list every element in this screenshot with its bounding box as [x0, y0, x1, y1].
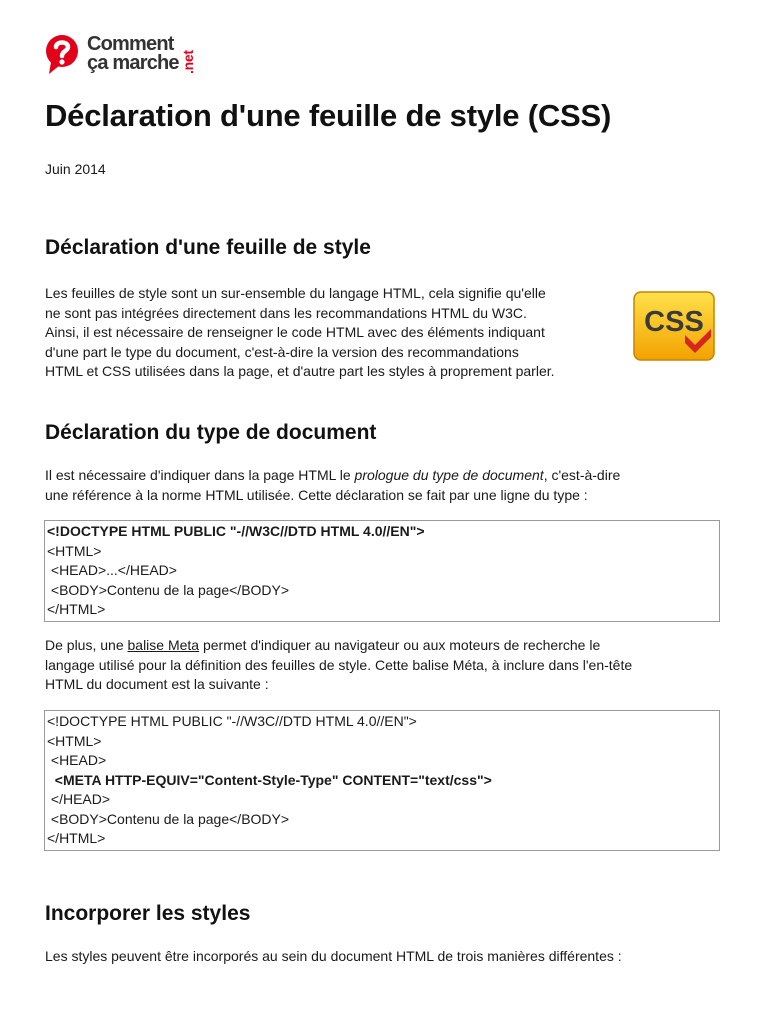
code-line: <HTML>	[47, 732, 102, 749]
paragraph-line: une référence à la norme HTML utilisée. Cette déclaration se fait par une ligne du type :	[45, 486, 588, 503]
publish-date: Juin 2014	[45, 161, 106, 177]
section-heading-incorporer: Incorporer les styles	[45, 902, 251, 925]
code-block-doctype	[44, 520, 720, 622]
css-badge-icon	[633, 291, 715, 361]
section3-paragraph: Les styles peuvent être incorporés au sein du document HTML de trois manières différentes :	[45, 948, 622, 964]
css-badge-text: CSS	[644, 306, 704, 338]
logo-wordmark	[87, 35, 179, 73]
code-line: <BODY>Contenu de la page</BODY>	[47, 810, 290, 827]
section-heading-feuille-de-style: Déclaration d'une feuille de style	[45, 236, 371, 259]
code-line: </HEAD>	[47, 791, 111, 807]
paragraph-line: Ainsi, il est nécessaire de renseigner le code HTML avec des éléments indiquant	[45, 324, 545, 340]
site-logo[interactable]	[45, 34, 215, 80]
code-line: <HEAD>	[47, 752, 107, 768]
text-span: , c'est-à-dire	[543, 467, 621, 483]
code-line: <!DOCTYPE HTML PUBLIC "-//W3C//DTD HTML 4.0//EN">	[47, 523, 425, 539]
balise-meta-link[interactable]: balise Meta	[127, 637, 200, 653]
logo-line1: Comment	[87, 33, 174, 55]
paragraph-line: Les feuilles de style sont un sur-ensemble du langage HTML, cela signifie qu'elle	[45, 285, 546, 301]
page-title: Déclaration d'une feuille de style (CSS)	[45, 98, 612, 133]
paragraph-line: d'une part le type du document, c'est-à-dire la version des recommandations	[45, 343, 519, 360]
text-span: De plus, une	[45, 637, 128, 653]
code-line: <HTML>	[47, 542, 102, 559]
paragraph-line: HTML du document est la suivante :	[45, 676, 269, 692]
code-line: </HTML>	[47, 601, 106, 617]
code-block-meta	[44, 710, 720, 851]
code-line: <BODY>Contenu de la page</BODY>	[47, 581, 290, 598]
section1-paragraph	[45, 284, 555, 382]
paragraph-line	[45, 466, 620, 486]
italic-term: prologue du type de document	[354, 467, 544, 483]
question-mark-logo-icon	[45, 34, 83, 78]
code-line: <HEAD>...</HEAD>	[47, 562, 177, 578]
code-line: <!DOCTYPE HTML PUBLIC "-//W3C//DTD HTML 4.0//EN">	[47, 713, 417, 729]
section-heading-type-document: Déclaration du type de document	[45, 421, 377, 444]
code-line: <META HTTP-EQUIV="Content-Style-Type" CONTENT="text/css">	[47, 771, 492, 788]
paragraph-line: ne sont pas intégrées directement dans les recommandations HTML du W3C.	[45, 304, 527, 321]
paragraph-line: langage utilisé pour la définition des feuilles de style. Cette balise Méta, à inclure dans l'en-tête	[45, 656, 633, 673]
text-span: permet d'indiquer au navigateur ou aux moteurs de recherche le	[199, 637, 601, 653]
paragraph-line: HTML et CSS utilisées dans la page, et d'autre part les styles à proprement parler.	[45, 363, 555, 379]
text-span: Il est nécessaire d'indiquer dans la page HTML le	[45, 467, 355, 483]
meta-paragraph	[45, 636, 632, 695]
logo-tld: .net	[180, 50, 196, 74]
paragraph-line	[45, 636, 632, 656]
section2-intro	[45, 466, 620, 505]
code-line: </HTML>	[47, 830, 106, 846]
logo-line2: ça marche	[87, 52, 179, 74]
